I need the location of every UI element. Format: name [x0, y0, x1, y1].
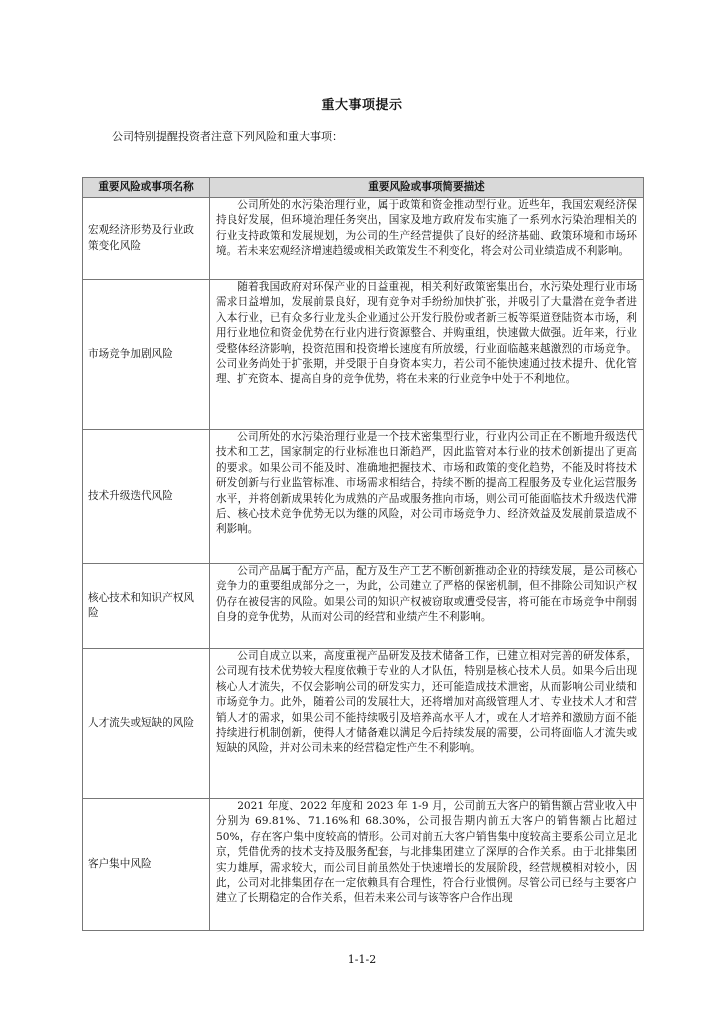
header-risk-name: 重要风险或事项名称: [83, 178, 210, 198]
header-risk-description: 重要风险或事项简要描述: [210, 178, 644, 198]
table-row: [83, 564, 644, 649]
table-row: [83, 198, 644, 280]
risk-description: 公司自成立以来，高度重视产品研发及技术储备工作，已建立相对完善的研发体系，公司现有技术优势较大程度依赖于专业的人才队伍，特别是核心技术人员。如果今后出现核心人才流失，不仅会影响公司的研发实力，还可能造成技术泄密，从而影响公司业绩和市场竞争力。此外，随着公司的发展壮大，还将增加对高级管理人才、专业技术人才和营销人才的需求，如果公司不能持续吸引及培养高水平人才，或在人才培养和激励方面不能持续进行机制创新，使得人才储备难以满足今后持续发展的需要，公司将面临人才流失或短缺的风险，并对公司未来的经营稳定性产生不利影响。: [210, 649, 644, 799]
risk-table: [82, 177, 644, 931]
table-row: [83, 649, 644, 799]
risk-description: 公司所处的水污染治理行业，属于政策和资金推动型行业。近些年，我国宏观经济保持良好发展，但环境治理任务突出，国家及地方政府发布实施了一系列水污染治理相关的行业支持政策和发展规划，为公司的生产经营提供了良好的经济基础、政策环境和市场环境。若未来宏观经济增速趋缓或相关政策发生不利变化，将会对公司业绩造成不利影响。: [210, 198, 644, 280]
risk-name: 技术升级迭代风险: [83, 430, 210, 564]
risk-name: 人才流失或短缺的风险: [83, 649, 210, 799]
page-number: 1-1-2: [347, 953, 377, 966]
risk-description: 公司所处的水污染治理行业是一个技术密集型行业，行业内公司正在不断地升级迭代技术和工艺，国家制定的行业标准也日渐趋严，因此监管对本行业的技术创新提出了更高的要求。如果公司不能及时、准确地把握技术、市场和政策的变化趋势，不能及时将技术研发创新与行业监管标准、市场需求相结合，持续不断的提高工程服务及专业化运营服务水平，并将创新成果转化为成熟的产品或服务推向市场，则公司可能面临技术升级迭代滞后、核心技术竞争优势无以为继的风险，对公司市场竞争力、经济效益及发展前景造成不利影响。: [210, 430, 644, 564]
intro-text: 公司特别提醒投资者注意下列风险和重大事项：: [112, 130, 343, 143]
page-title: 重大事项提示: [321, 98, 403, 113]
risk-description: 2021 年度、2022 年度和 2023 年 1-9 月，公司前五大客户的销售额占营业收入中分别为 69.81%、71.16%和 68.30%，公司报告期内前五大客户的销售额占比超过 50%，存在客户集中度较高的情形。公司对前五大客户销售集中度较高主要系公司立足北京，凭借优秀的技术支持及服务配套，与北排集团建立了深厚的合作关系。由于北排集团实力雄厚，需求较大，而公司目前虽然处于快速增长的发展阶段，经营规模相对较小，因此，公司对北排集团存在一定依赖具有合理性，符合行业惯例。尽管公司已经与主要客户建立了长期稳定的合作关系，但若未来公司与该等客户合作出现: [210, 799, 644, 931]
risk-description: 随着我国政府对环保产业的日益重视，相关利好政策密集出台，水污染处理行业市场需求日益增加，发展前景良好，现有竞争对手纷纷加快扩张，并吸引了大量潜在竞争者进入本行业，已有众多行业龙头企业通过公开发行股份或者新三板等渠道登陆资本市场，利用行业地位和资金优势在行业内进行资源整合、并购重组，快速做大做强。近年来，行业受整体经济影响，投资范围和投资增长速度有所放缓，行业面临越来越激烈的市场竞争。公司业务尚处于扩张期，并受限于自身资本实力，若公司不能快速通过技术提升、优化管理、扩充资本、提高自身的竞争优势，将在未来的行业竞争中处于不利地位。: [210, 280, 644, 430]
risk-name: 客户集中风险: [83, 799, 210, 931]
risk-name: 宏观经济形势及行业政策变化风险: [83, 198, 210, 280]
risk-name: 市场竞争加剧风险: [83, 280, 210, 430]
table-row: [83, 799, 644, 931]
risk-name: 核心技术和知识产权风险: [83, 564, 210, 649]
table-header-row: [83, 178, 644, 198]
table-row: [83, 280, 644, 430]
table-row: [83, 430, 644, 564]
risk-description: 公司产品属于配方产品，配方及生产工艺不断创新推动企业的持续发展，是公司核心竞争力的重要组成部分之一，为此，公司建立了严格的保密机制，但不排除公司知识产权仍存在被侵害的风险。如果公司的知识产权被窃取或遭受侵害，将可能在市场竞争中削弱自身的竞争优势，从而对公司的经营和业绩产生不利影响。: [210, 564, 644, 649]
